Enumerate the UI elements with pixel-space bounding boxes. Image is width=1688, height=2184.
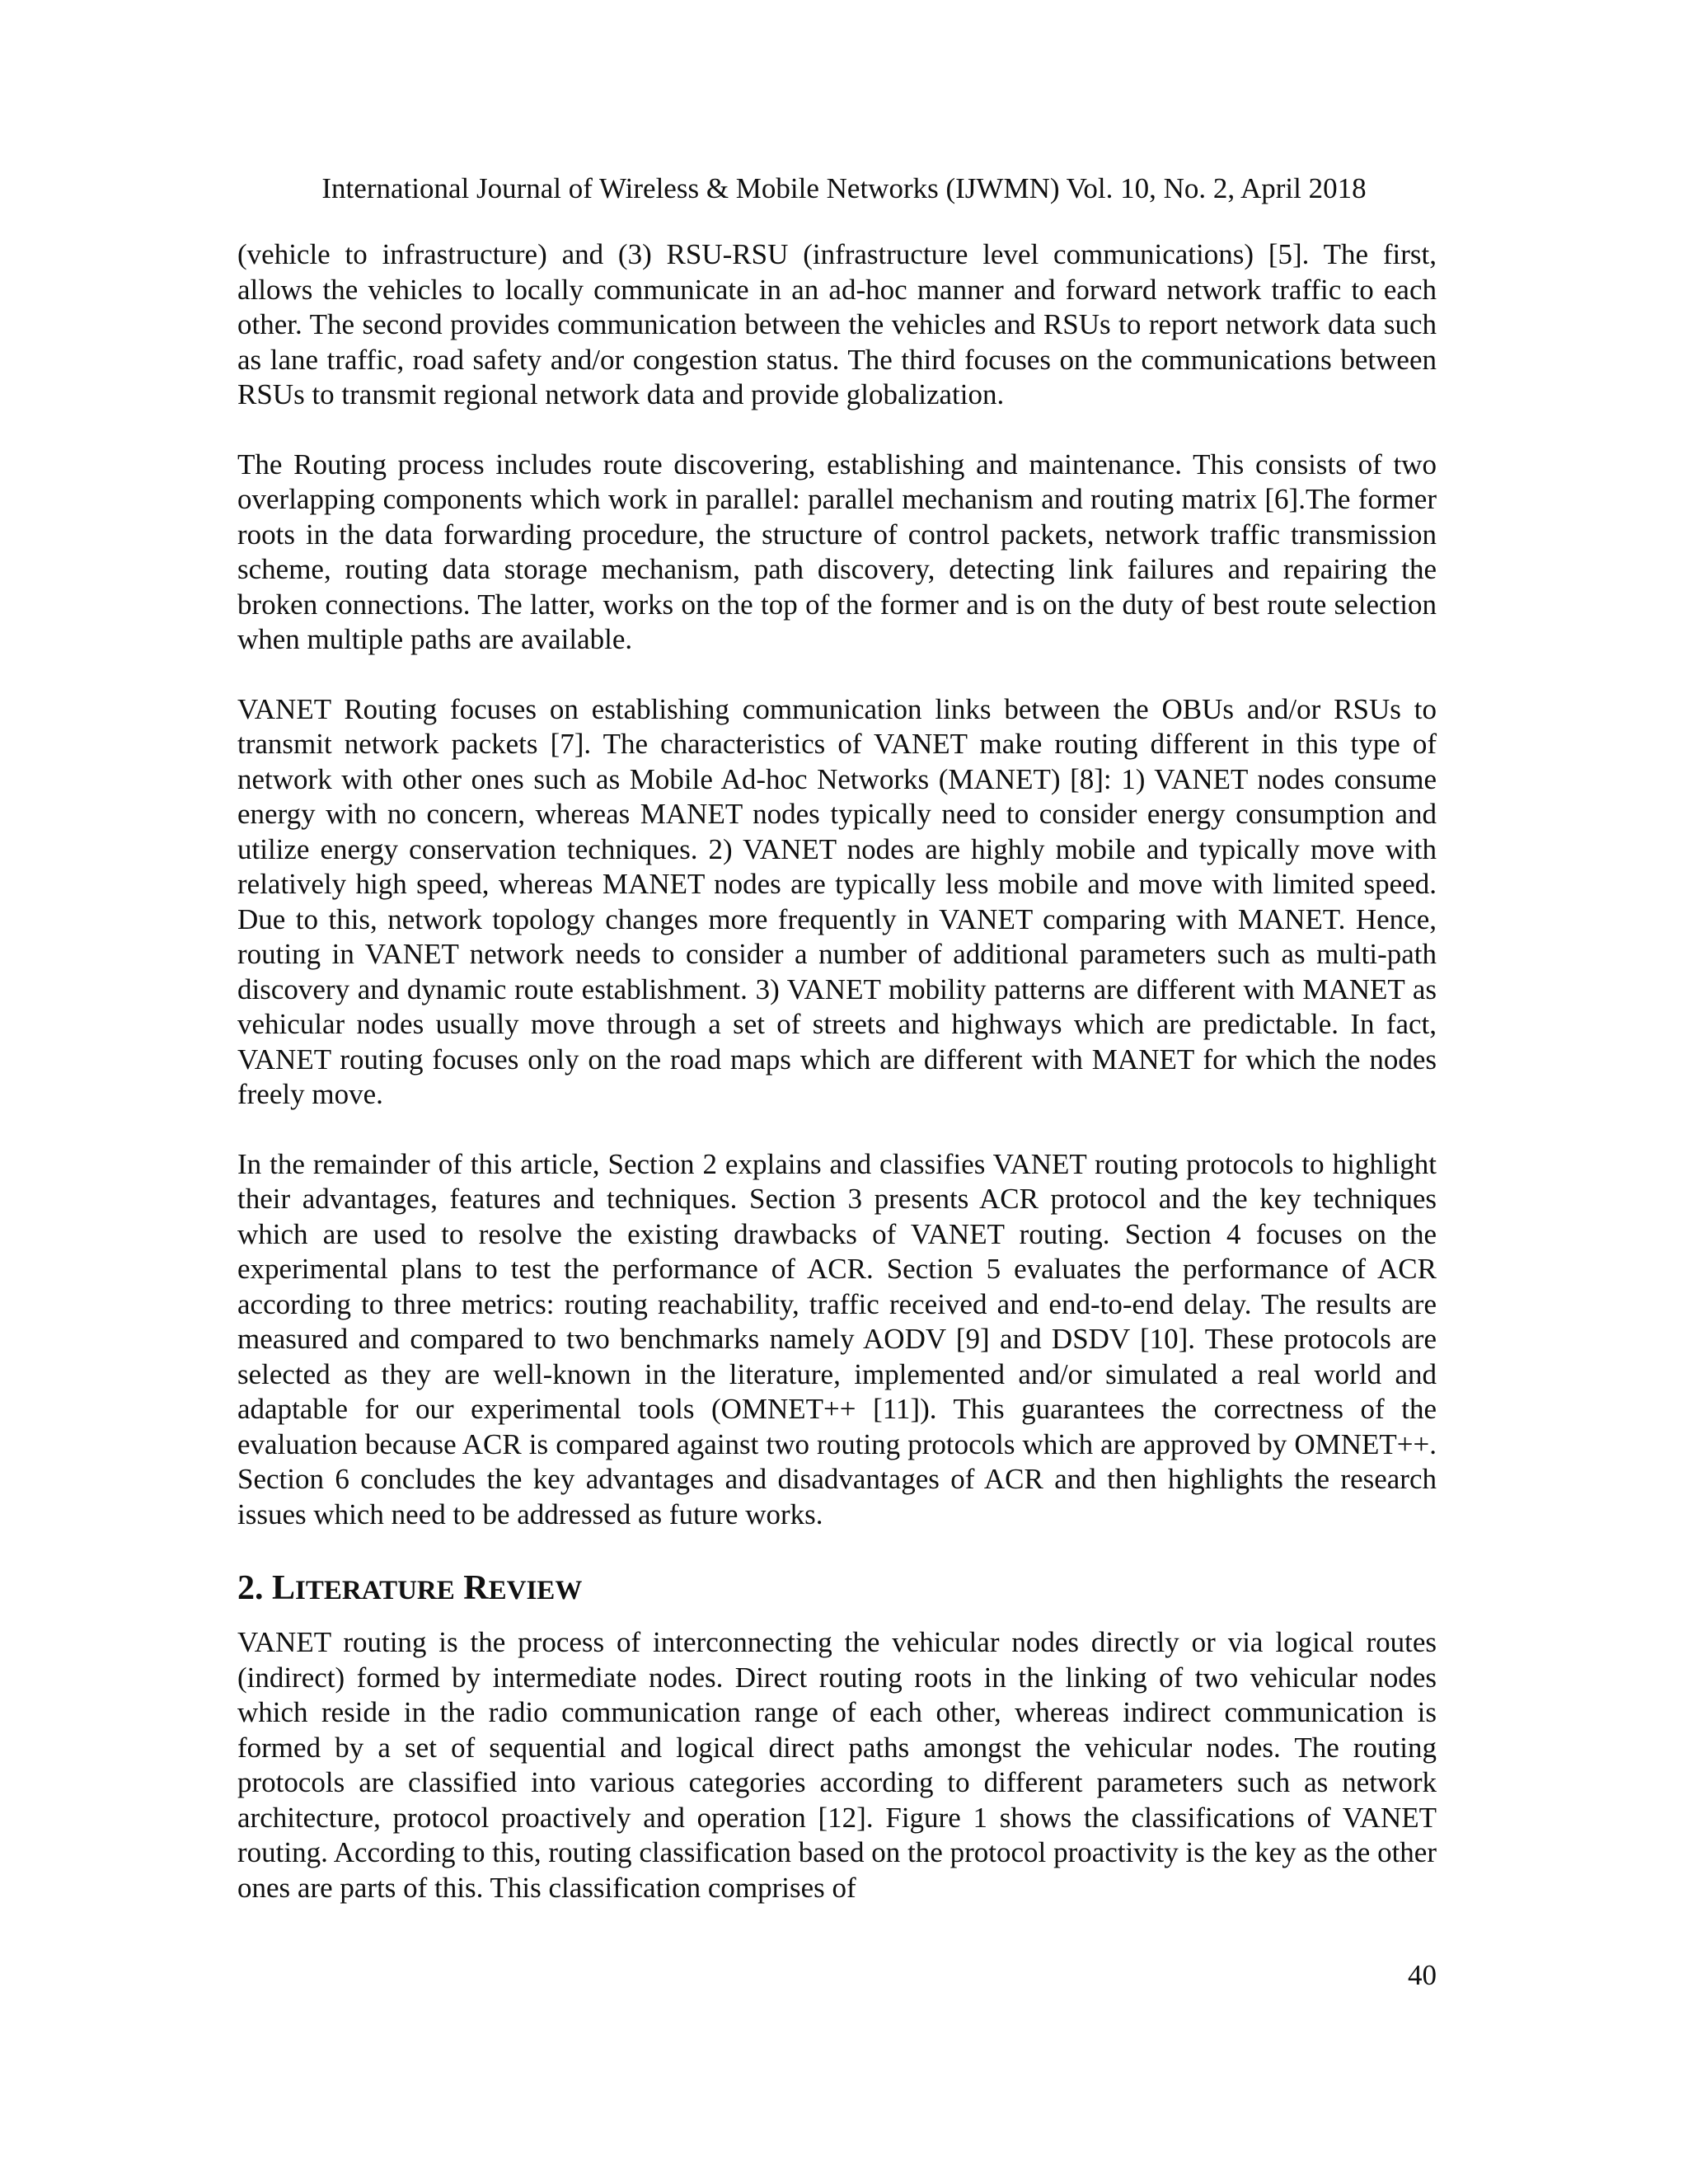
section-number: 2. bbox=[237, 1569, 272, 1607]
paragraph-routing-process: The Routing process includes route discovering, establishing and maintenance. This consists of two overlapping components which work in parallel: parallel mechanism and routing matrix [6].The former roots in the data forwarding procedure, the structure of control packets, network traffic transmission scheme, routing data storage mechanism, path discovery, detecting link failures and repairing the broken connections. The latter, works on the top of the former and is on the duty of best route selection when multiple paths are available. bbox=[237, 448, 1437, 655]
page-number: 40 bbox=[1408, 1959, 1437, 1991]
paragraph-communication-types: (vehicle to infrastructure) and (3) RSU-RSU (infrastructure level communications) [5]. The first, allows the vehicles to locally communicate in an ad-hoc manner and forward network traffic to each other. The second provides communication between the vehicles and RSUs to report network data such as lane traffic, road safety and/or congestion status. The third focuses on the communications between RSUs to transmit regional network data and provide globalization. bbox=[237, 238, 1437, 410]
section-title-rest-1: ITERATURE bbox=[295, 1576, 455, 1605]
paragraph-literature-review: VANET routing is the process of interconnecting the vehicular nodes directly or via logical routes (indirect) formed by intermediate nodes. Direct routing roots in the linking of two vehicular nodes which reside in the radio communication range of each other, whereas indirect communication is formed by a set of sequential and logical direct paths amongst the vehicular nodes. The routing protocols are classified into various categories according to different parameters such as network architecture, protocol proactively and operation [12]. Figure 1 shows the classifications of VANET routing. According to this, routing classification based on the protocol proactivity is the key as the other ones are parts of this. This classification comprises of bbox=[237, 1626, 1437, 1904]
paragraph-article-outline: In the remainder of this article, Section 2 explains and classifies VANET routing protocols to highlight their advantages, features and techniques. Section 3 presents ACR protocol and the key techniques which are used to resolve the existing drawbacks of VANET routing. Section 4 focuses on the experimental plans to test the performance of ACR. Section 5 evaluates the performance of ACR according to three metrics: routing reachability, traffic received and end-to-end delay. The results are measured and compared to two benchmarks namely AODV [9] and DSDV [10]. These protocols are selected as they are well-known in the literature, implemented and/or simulated a real world and adaptable for our experimental tools (OMNET++ [11]). This guarantees the correctness of the evaluation because ACR is compared against two routing protocols which are approved by OMNET++. Section 6 concludes the key advantages and disadvantages of ACR and then highlights the research issues which need to be addressed as future works. bbox=[237, 1147, 1437, 1530]
body-text bbox=[237, 237, 1437, 1940]
paragraph-vanet-routing: VANET Routing focuses on establishing communication links between the OBUs and/or RSUs to transmit network packets [7]. The characteristics of VANET make routing different in this type of network with other ones such as Mobile Ad-hoc Networks (MANET) [8]: 1) VANET nodes consume energy with no concern, whereas MANET nodes typically need to consider energy consumption and utilize energy conservation techniques. 2) VANET nodes are highly mobile and typically move with relatively high speed, whereas MANET nodes are typically less mobile and move with limited speed. Due to this, network topology changes more frequently in VANET comparing with MANET. Hence, routing in VANET network needs to consider a number of additional parameters such as multi-path discovery and dynamic route establishment. 3) VANET mobility patterns are different with MANET as vehicular nodes usually move through a set of streets and highways which are predictable. In fact, VANET routing focuses only on the road maps which are different with MANET for which the nodes freely move. bbox=[237, 692, 1437, 1110]
running-header: International Journal of Wireless & Mobile Networks (IJWMN) Vol. 10, No. 2, April 2018 bbox=[321, 172, 1367, 204]
section-title-initial-2: R bbox=[463, 1569, 489, 1607]
section-heading-literature-review bbox=[237, 1567, 1437, 1612]
section-title-rest-2: EVIEW bbox=[488, 1576, 583, 1605]
section-title-initial-1: L bbox=[272, 1569, 296, 1607]
